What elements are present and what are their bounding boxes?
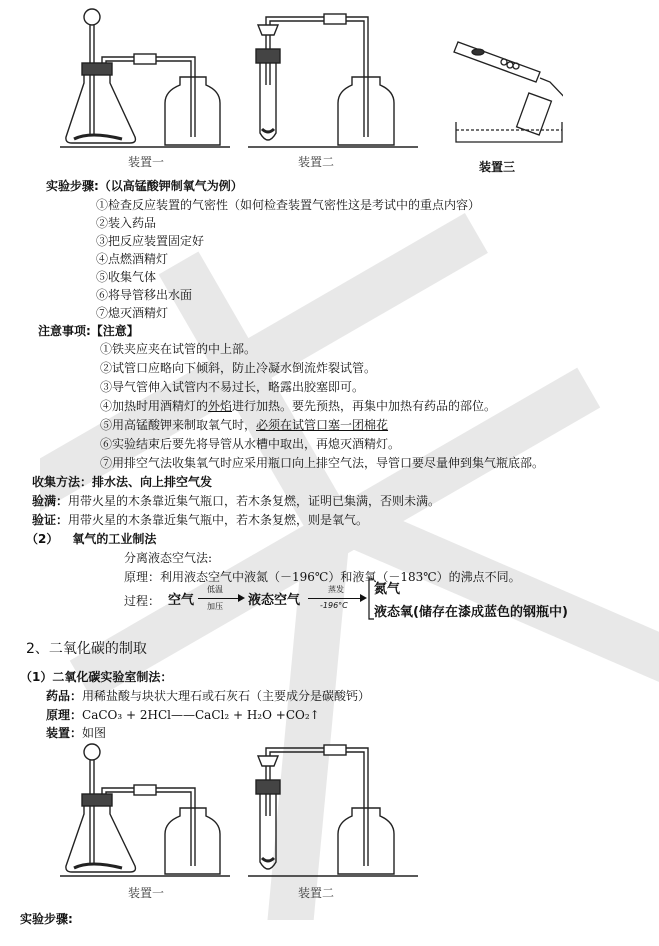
note-4-text-a: ④加热时用酒精灯的 [100,399,209,413]
industrial-sub: 分离液态空气法: [124,551,213,565]
arrow1-line [198,598,238,599]
note-4 [100,397,496,414]
collect-method-value: 排水法、向上排空气发 [92,475,213,489]
process-product-liquid-oxygen: 液态氧(储存在漆成蓝色的钢瓶中) [374,605,568,620]
o2-step-3: ③把反应装置固定好 [96,234,205,248]
co2-steps-heading: 实验步骤: [20,912,73,926]
o2-step-7: ⑦熄灭酒精灯 [96,306,169,320]
note-5 [100,416,388,433]
apparatus-one-top [60,5,230,153]
caption-bottom-apparatus-one: 装置一 [128,886,165,900]
note-5-underlined: 必须在试管口塞一团棉花 [256,418,389,432]
arrow2-top-label: 蒸发 [328,585,344,594]
collect-method-label: 收集方法： [32,475,93,489]
arrow1-top-label: 低温 [207,585,223,594]
collect-verify-value: 用带火星的木条靠近集气瓶中，若木条复燃，则是氧气。 [68,513,369,527]
co2-device-label: 装置： [46,726,83,740]
note-5-text-a: ⑤用高锰酸钾来制取氧气时， [100,418,257,432]
industrial-principle: 原理：利用液态空气中液氮（－196℃）和液氧（－183℃）的沸点不同。 [124,570,521,584]
note-6: ⑥实验结束后要先将导管从水槽中取出，再熄灭酒精灯。 [100,437,401,451]
co2-section-title: 2、二氧化碳的制取 [26,641,147,657]
apparatus-three-top [448,38,563,148]
o2-step-5: ⑤收集气体 [96,270,157,284]
note-4-text-b: 进行加热。要先预热，再集中加热有药品的部位。 [232,399,497,413]
arrow1-head-icon [238,594,245,602]
industrial-heading-text: 氧气的工业制法 [72,532,157,546]
note-7: ⑦用排空气法收集氧气时应采用瓶口向上排空气法，导管口要尽量伸到集气瓶底部。 [100,456,545,470]
o2-step-1: ①检查反应装置的气密性（如何检查装置气密性这是考试中的重点内容） [96,198,481,212]
collect-verify-label: 验证： [32,513,69,527]
arrow1-bottom-label: 加压 [207,602,223,611]
process-air: 空气 [168,593,195,608]
caption-apparatus-two: 装置二 [298,155,335,169]
caption-bottom-apparatus-two: 装置二 [298,886,335,900]
apparatus-two-top [248,5,418,153]
apparatus-one-bottom [60,740,230,882]
arrow2-bottom-label: -196°C [320,601,348,610]
co2-principle-label: 原理： [46,708,83,722]
note-4-underlined: 外焰 [208,399,233,413]
co2-device [46,724,106,741]
co2-principle-value: CaCO₃ + 2HCl——CaCl₂ + H₂O +CO₂↑ [82,708,320,722]
co2-drug-value: 用稀盐酸与块状大理石或石灰石（主要成分是碳酸钙） [82,689,371,703]
o2-step-6: ⑥将导管移出水面 [96,288,193,302]
industrial-heading-number: （2） [26,532,59,546]
apparatus-two-bottom [248,740,418,882]
co2-principle [46,706,320,723]
o2-step-2: ②装入药品 [96,216,157,230]
co2-drug-label: 药品： [46,689,83,703]
co2-device-value: 如图 [82,726,107,740]
note-3: ③导气管伸入试管内不易过长，略露出胶塞即可。 [100,380,365,394]
collect-method [32,473,212,490]
collect-full-value: 用带火星的木条靠近集气瓶口，若木条复燃，证明已集满，否则未满。 [68,494,441,508]
notes-heading: 注意事项:【注意】 [38,324,139,338]
co2-lab-heading: （1）二氧化碳实验室制法： [20,670,173,684]
o2-steps-heading: 实验步骤:（以高锰酸钾制氧气为例） [46,179,243,193]
process-label: 过程： [124,594,161,608]
arrow2-line [308,598,360,599]
industrial-heading [26,530,156,547]
note-1: ①铁夹应夹在试管的中上部。 [100,342,257,356]
co2-drug [46,687,370,704]
process-liquid-air: 液态空气 [248,593,301,608]
collect-full [32,492,440,509]
process-product-nitrogen: 氮气 [374,582,401,597]
caption-apparatus-one: 装置一 [128,155,165,169]
o2-step-4: ④点燃酒精灯 [96,252,169,266]
collect-full-label: 验满： [32,494,69,508]
arrow2-head-icon [360,594,367,602]
collect-verify [32,511,368,528]
note-2: ②试管口应略向下倾斜，防止冷凝水倒流炸裂试管。 [100,361,377,375]
caption-apparatus-three: 装置三 [479,160,516,174]
